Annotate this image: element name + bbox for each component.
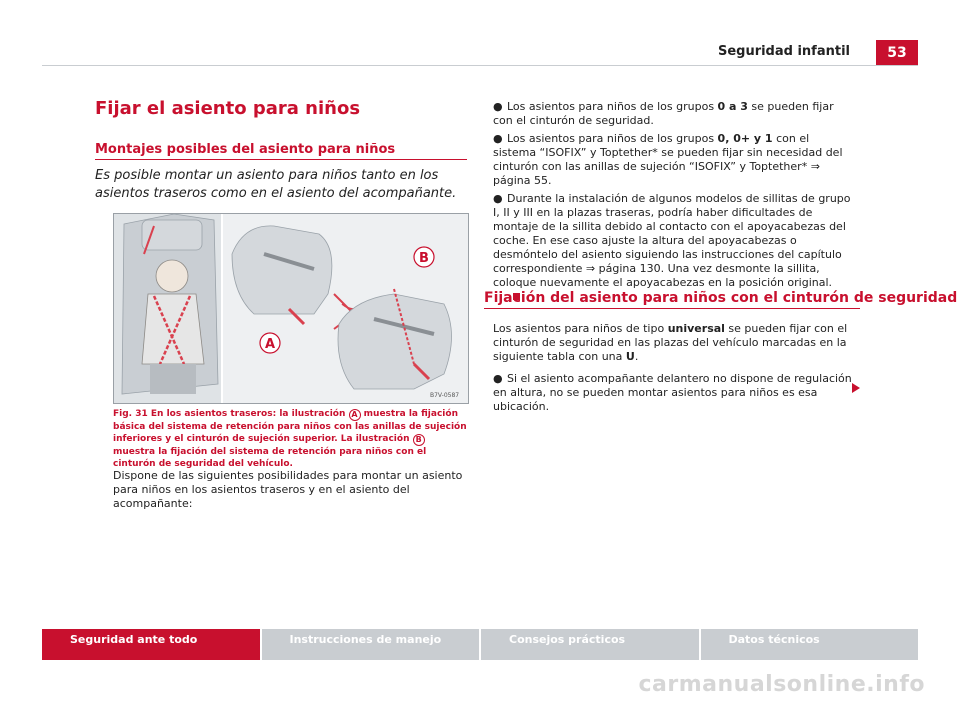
list-item: ● Los asientos para niños de los grupos 0 a 3 se pueden fijar con el cinturón de seguridad. bbox=[493, 100, 834, 127]
figure-code: B7V-0587 bbox=[430, 392, 460, 399]
tab-datos[interactable]: Datos técnicos bbox=[701, 629, 919, 660]
page-title: Fijar el asiento para niños bbox=[95, 98, 361, 119]
chapter-tabs bbox=[42, 629, 918, 660]
continue-arrow-icon bbox=[852, 383, 860, 393]
list-item: ● Los asientos para niños de los grupos 0, 0+ y 1 con el sistema “ISOFIX” y Toptether* se pueden fijar sin necesidad del cinturón con las anillas de sujeción “ISOFIX” y Toptether* ⇒ página 55. bbox=[493, 132, 843, 187]
watermark: carmanualsonline.info bbox=[638, 672, 925, 697]
subtitle-rule bbox=[95, 159, 467, 160]
page-number: 53 bbox=[876, 40, 918, 66]
child-seat-illustration bbox=[114, 214, 468, 403]
tab-instrucciones[interactable]: Instrucciones de manejo bbox=[262, 629, 480, 660]
svg-text:B: B bbox=[419, 251, 429, 266]
heading-rule bbox=[484, 308, 860, 309]
bullet-icon: ● bbox=[493, 100, 503, 113]
caption-badge-a: A bbox=[349, 409, 361, 421]
figure-label-b bbox=[414, 247, 434, 267]
bullet-icon: ● bbox=[493, 132, 503, 145]
bullet-icon: ● bbox=[493, 372, 503, 385]
figure-caption: Fig. 31 En los asientos traseros: la ilustración A muestra la fijación básica del sistema de retención para niños con las anillas de sujeción inferiores y el cinturón de sujeción superior. La ilustración B muestra la fijación del sistema de retención para niños con el cinturón de seguridad del vehículo. bbox=[113, 409, 467, 469]
body-paragraph-right: Los asientos para niños de tipo universal se pueden fijar con el cinturón de seguridad en las plazas del vehículo marcadas en la siguiente tabla con una U. ● Si el asiento acompañante delantero no dispone de regulación en altura, no se pueden montar asientos para niños es esa ubicación. bbox=[493, 322, 852, 413]
tab-seguridad[interactable]: Seguridad ante todo bbox=[42, 629, 260, 660]
list-item: ● Durante la instalación de algunos modelos de sillitas de grupo I, II y III en la plazas traseras, podría haber dificultades de montaje de la sillita debido al contacto con el apoyacabezas del coche. En ese caso ajuste la altura del apoyacabezas o desmóntelo del asiento siguiendo las instrucciones del capítulo correspondiente ⇒ página 130. Una vez desmonte la sillita, coloque nuevamente el apoyacabezas en la posición original. bbox=[493, 192, 853, 304]
section-heading-belt: Fijación del asiento para niños con el cinturón de seguridad bbox=[484, 290, 958, 306]
caption-badge-b: B bbox=[413, 434, 425, 446]
header-rule bbox=[42, 65, 918, 66]
figure-31 bbox=[113, 213, 469, 404]
bullet-icon: ● bbox=[493, 192, 503, 205]
bullet-list bbox=[493, 100, 853, 308]
body-paragraph-left: Dispone de las siguientes posibilidades para montar un asiento para niños en los asientos traseros y en el asiento del acompañante: bbox=[113, 469, 463, 510]
intro-text: Es posible montar un asiento para niños tanto en los asientos traseros como en el asiento del acompañante. bbox=[95, 168, 457, 201]
section-subtitle: Montajes posibles del asiento para niños bbox=[95, 142, 396, 157]
list-item: ● Si el asiento acompañante delantero no dispone de regulación en altura, no se pueden montar asientos para niños es esa ubicación. bbox=[493, 372, 852, 413]
running-header-section: Seguridad infantil bbox=[717, 44, 850, 59]
svg-text:A: A bbox=[264, 337, 276, 352]
figure-label-a bbox=[260, 333, 280, 353]
tab-consejos[interactable]: Consejos prácticos bbox=[481, 629, 699, 660]
